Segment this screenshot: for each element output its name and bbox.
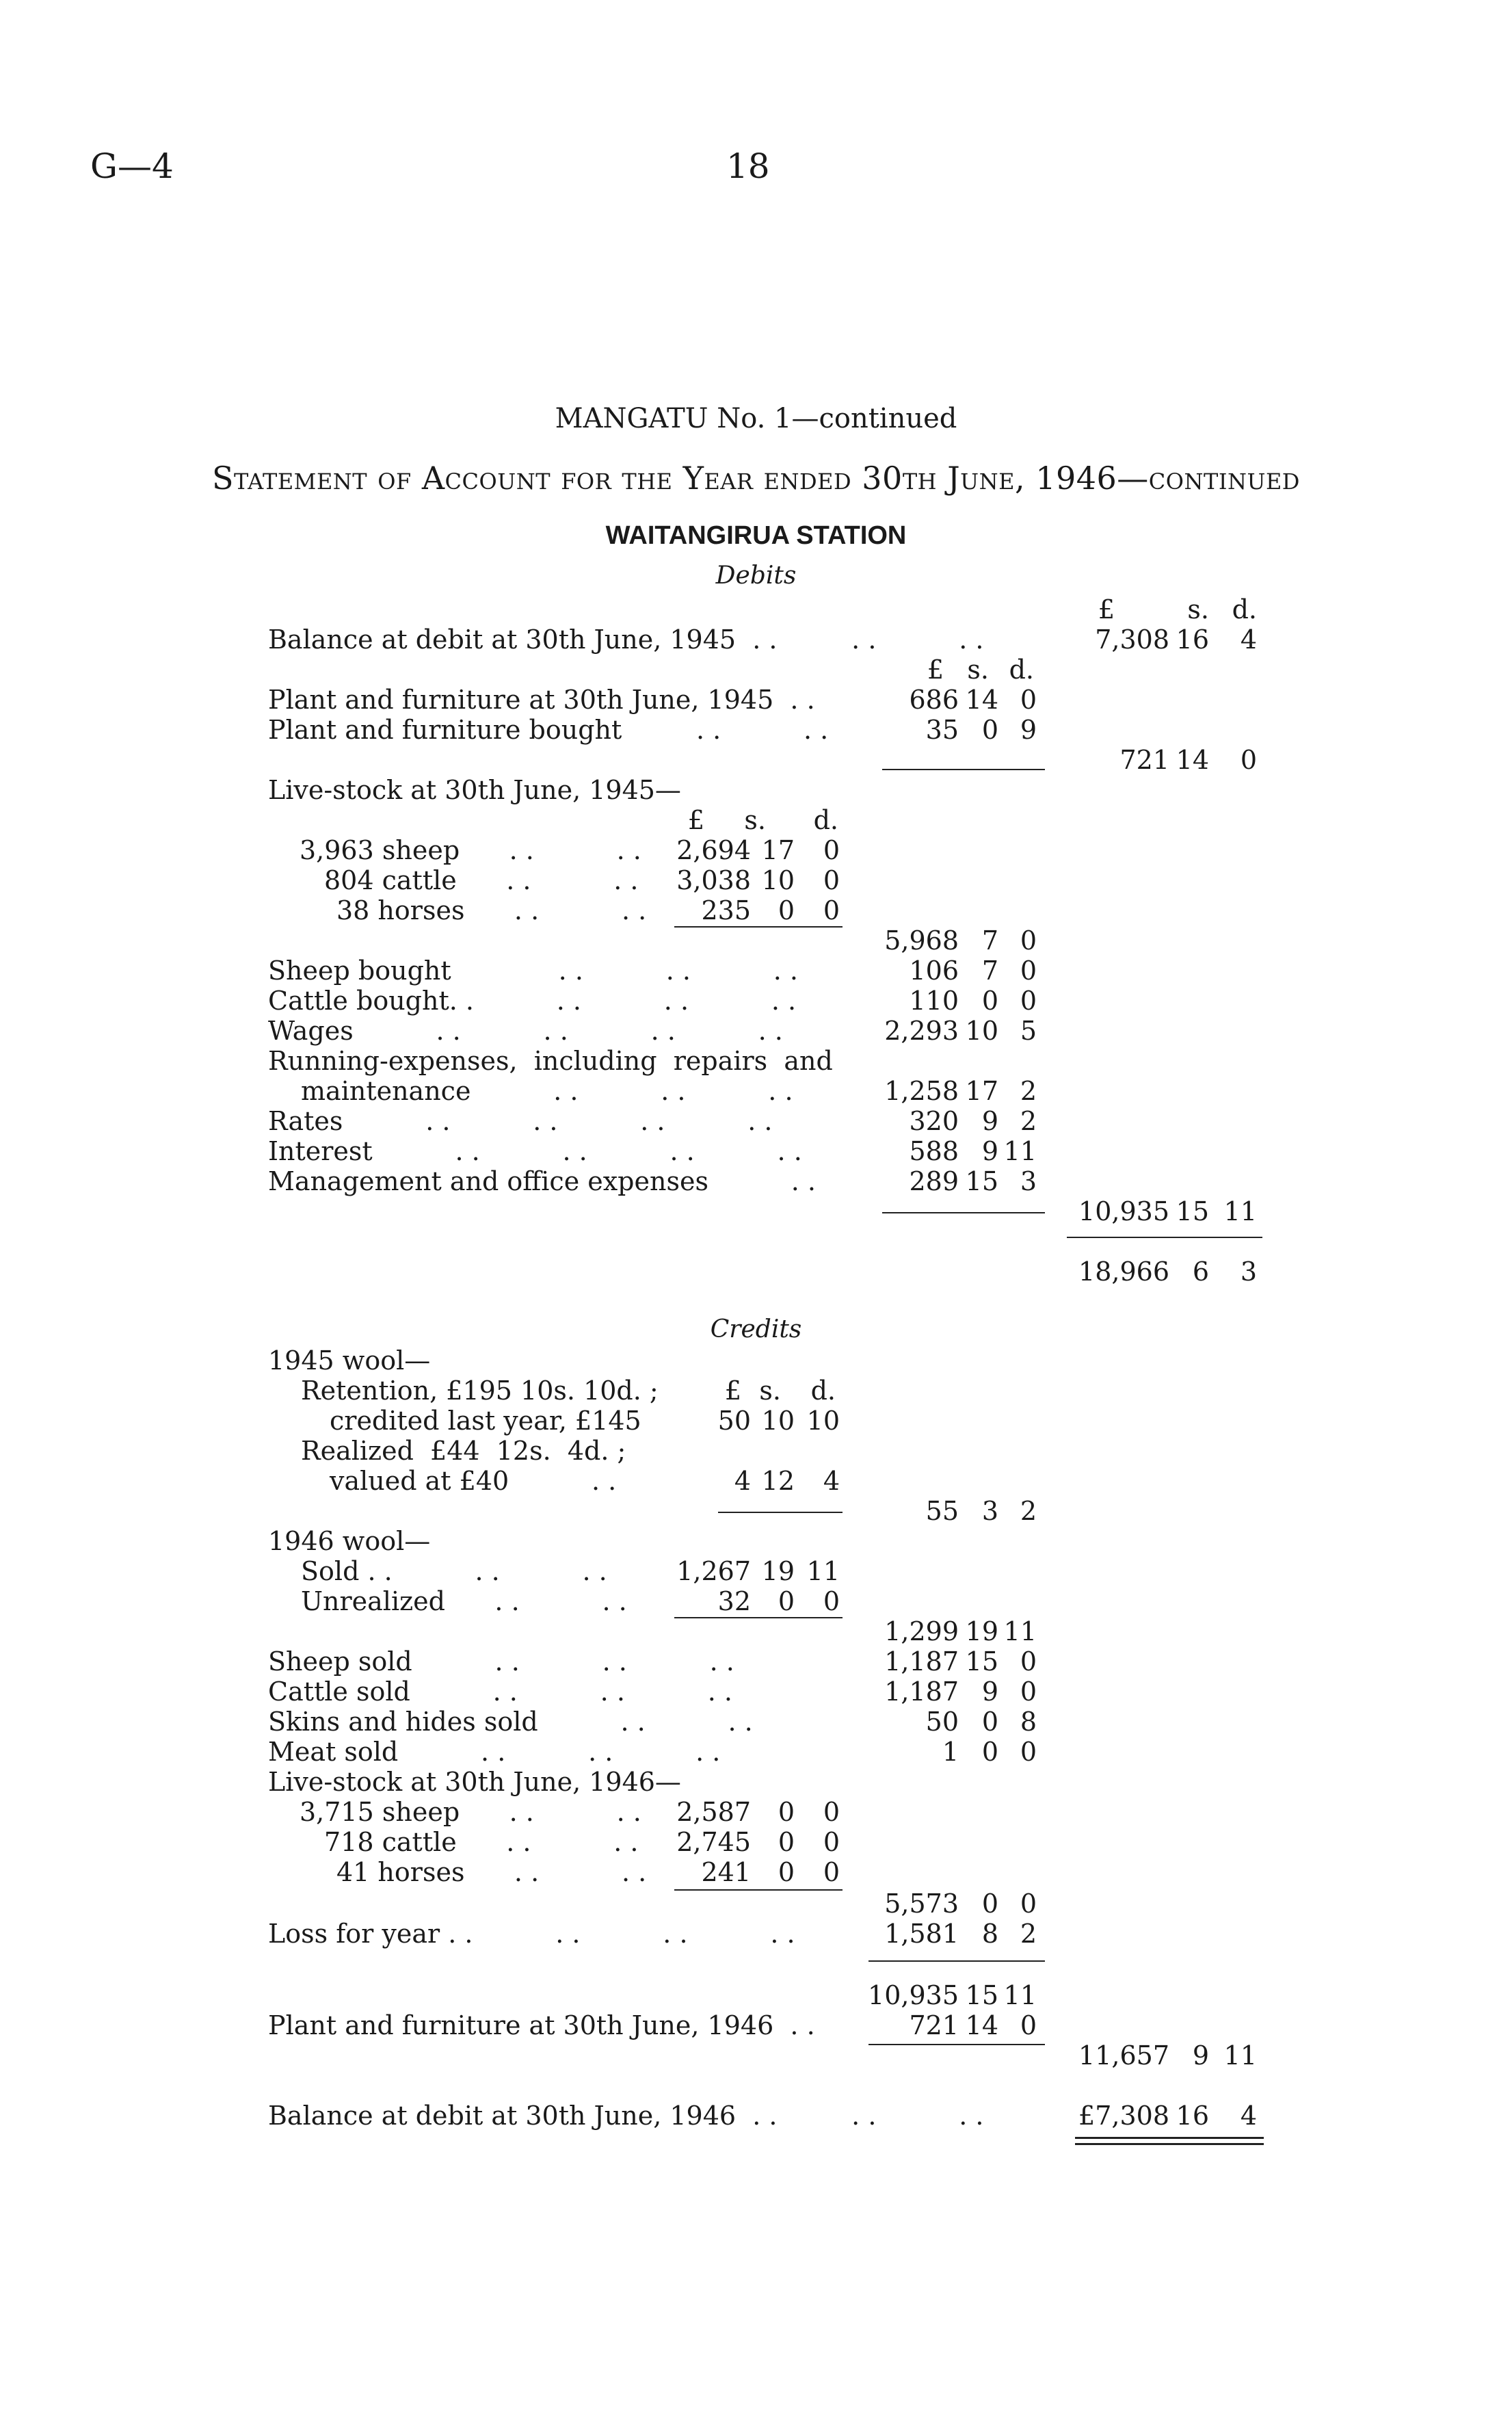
retention-pounds: 50 (717, 1406, 751, 1436)
page-number: 18 (726, 146, 770, 186)
col-a-shilling-header: s. (744, 805, 766, 835)
wool-1946-sold-pence: 11 (806, 1556, 840, 1586)
balance-1946-label: Balance at debit at 30th June, 1946 . . . . . . (268, 2101, 984, 2131)
livestock-1945-sheep-label: 3,963 sheep . . . . (300, 835, 641, 865)
col-c-pound-header: £ (1098, 594, 1115, 625)
meat-sold-shillings: 0 (981, 1737, 998, 1767)
debits-grand-total-shillings: 6 (1192, 1257, 1209, 1287)
balance-1945-label: Balance at debit at 30th June, 1945 . . . . . . (268, 625, 984, 655)
rule-debits-total (1067, 1237, 1262, 1238)
wool-1946-sold-shillings: 19 (761, 1556, 795, 1586)
balance-1946-shillings: 16 (1176, 2101, 1209, 2131)
plant-total-shillings: 14 (1176, 745, 1209, 775)
rule-credits-total (868, 2044, 1045, 2045)
rule-plant (882, 769, 1045, 770)
maintenance-label: maintenance . . . . . . (301, 1076, 793, 1106)
col-c-pence-header: d. (1232, 594, 1257, 625)
credits-total-pence: 11 (1223, 2040, 1257, 2071)
balance-1946-pence: 4 (1240, 2101, 1257, 2131)
sheep-sold-shillings: 15 (965, 1646, 998, 1677)
wool-1945-total-pence: 2 (1020, 1496, 1037, 1526)
balance-1945-pounds: 7,308 (1095, 625, 1169, 655)
loss-for-year-label: Loss for year . . . . . . . . (268, 1919, 795, 1949)
sheep-bought-pence: 0 (1020, 956, 1037, 986)
livestock-1945-cattle-shillings: 10 (761, 865, 795, 895)
plant-bought-label: Plant and furniture bought . . . . (268, 715, 829, 745)
cattle-bought-label: Cattle bought. . . . . . . . (268, 986, 797, 1016)
debits-grand-total-pounds: 18,966 (1078, 1257, 1169, 1287)
plant-1946-label: Plant and furniture at 30th June, 1946 . . (268, 2010, 815, 2040)
col-credit-pence-header: d. (810, 1376, 836, 1406)
credits-subtotal-pence: 11 (1003, 1980, 1037, 2010)
livestock-1945-total-shillings: 7 (981, 925, 998, 956)
retention-label-2: credited last year, £145 (330, 1406, 641, 1436)
credits-subtotal-shillings: 15 (965, 1980, 998, 2010)
livestock-1946-sheep-shillings: 0 (778, 1797, 795, 1827)
expenses-total-pounds: 10,935 (1078, 1196, 1169, 1226)
interest-pence: 11 (1003, 1136, 1037, 1166)
balance-1945-shillings: 16 (1176, 625, 1209, 655)
credits-heading: Credits (710, 1315, 802, 1343)
sheep-bought-pounds: 106 (909, 956, 959, 986)
livestock-1946-sheep-pence: 0 (823, 1797, 840, 1827)
col-c-shilling-header: s. (1187, 594, 1209, 625)
loss-for-year-pence: 2 (1020, 1919, 1037, 1949)
wool-1945-heading: 1945 wool— (268, 1345, 431, 1376)
plant-1945-shillings: 14 (965, 685, 998, 715)
cattle-bought-shillings: 0 (981, 986, 998, 1016)
livestock-1945-sheep-shillings: 17 (761, 835, 795, 865)
livestock-1946-horses-shillings: 0 (778, 1857, 795, 1887)
realized-shillings: 12 (761, 1466, 795, 1496)
realized-label-2: valued at £40 . . (330, 1466, 617, 1496)
livestock-1946-heading: Live-stock at 30th June, 1946— (268, 1767, 681, 1797)
skins-hides-pounds: 50 (925, 1707, 959, 1737)
management-shillings: 15 (965, 1166, 998, 1196)
livestock-1945-horses-shillings: 0 (778, 895, 795, 925)
rates-shillings: 9 (981, 1106, 998, 1136)
retention-pence: 10 (806, 1406, 840, 1436)
livestock-1946-cattle-shillings: 0 (778, 1827, 795, 1857)
livestock-1945-cattle-pence: 0 (823, 865, 840, 895)
rule-expenses (882, 1212, 1045, 1213)
interest-pounds: 588 (909, 1136, 959, 1166)
sheep-sold-pounds: 1,187 (884, 1646, 959, 1677)
livestock-1946-sheep-label: 3,715 sheep . . . . (300, 1797, 641, 1827)
col-a-pound-header: £ (687, 805, 704, 835)
wool-1946-sold-label: Sold . . . . . . (301, 1556, 607, 1586)
livestock-1945-horses-label: 38 horses . . . . (336, 895, 647, 925)
realized-pence: 4 (823, 1466, 840, 1496)
interest-shillings: 9 (981, 1136, 998, 1166)
balance-1946-pounds: £7,308 (1078, 2101, 1169, 2131)
credits-total-pounds: 11,657 (1078, 2040, 1169, 2071)
col-b-shilling-header: s. (967, 655, 989, 685)
cattle-bought-pence: 0 (1020, 986, 1037, 1016)
wool-1946-unrealized-pence: 0 (823, 1586, 840, 1616)
livestock-1945-heading: Live-stock at 30th June, 1945— (268, 775, 681, 805)
cattle-sold-shillings: 9 (981, 1677, 998, 1707)
livestock-1945-horses-pounds: 235 (701, 895, 751, 925)
rule-wool-1945 (718, 1512, 843, 1513)
rates-pence: 2 (1020, 1106, 1037, 1136)
plant-1945-label: Plant and furniture at 30th June, 1945 . . (268, 685, 815, 715)
balance-1945-pence: 4 (1240, 625, 1257, 655)
title-line-1: MANGATU No. 1—continued (555, 403, 957, 434)
rule-wool-1946 (674, 1617, 843, 1618)
livestock-1945-cattle-label: 804 cattle . . . . (324, 865, 639, 895)
plant-1946-pence: 0 (1020, 2010, 1037, 2040)
plant-1946-shillings: 14 (965, 2010, 998, 2040)
realized-label-1: Realized £44 12s. 4d. ; (301, 1436, 626, 1466)
retention-shillings: 10 (761, 1406, 795, 1436)
col-credit-shilling-header: s. (759, 1376, 781, 1406)
management-pence: 3 (1020, 1166, 1037, 1196)
livestock-1945-total-pounds: 5,968 (884, 925, 959, 956)
skins-hides-pence: 8 (1020, 1707, 1037, 1737)
cattle-sold-label: Cattle sold . . . . . . (268, 1677, 732, 1707)
management-pounds: 289 (909, 1166, 959, 1196)
livestock-1945-sheep-pounds: 2,694 (676, 835, 751, 865)
wool-1946-heading: 1946 wool— (268, 1526, 431, 1556)
rates-pounds: 320 (909, 1106, 959, 1136)
credits-total-shillings: 9 (1192, 2040, 1209, 2071)
col-b-pence-header: d. (1009, 655, 1034, 685)
rule-livestock-1946 (674, 1889, 843, 1891)
wool-1945-total-shillings: 3 (981, 1496, 998, 1526)
wool-1946-unrealized-pounds: 32 (717, 1586, 751, 1616)
col-b-pound-header: £ (927, 655, 944, 685)
sheep-sold-label: Sheep sold . . . . . . (268, 1646, 734, 1677)
livestock-1946-horses-pence: 0 (823, 1857, 840, 1887)
retention-label-1: Retention, £195 10s. 10d. ; (301, 1376, 659, 1406)
sheep-bought-label: Sheep bought . . . . . . (268, 956, 798, 986)
livestock-1946-cattle-pence: 0 (823, 1827, 840, 1857)
livestock-1946-sheep-pounds: 2,587 (676, 1797, 751, 1827)
loss-for-year-shillings: 8 (981, 1919, 998, 1949)
running-expenses-label: Running-expenses, including repairs and (268, 1046, 833, 1076)
plant-total-pounds: 721 (1119, 745, 1169, 775)
running-expenses-pence: 2 (1020, 1076, 1037, 1106)
livestock-1946-total-pounds: 5,573 (884, 1889, 959, 1919)
livestock-1946-horses-label: 41 horses . . . . (336, 1857, 647, 1887)
plant-1945-pence: 0 (1020, 685, 1037, 715)
cattle-bought-pounds: 110 (909, 986, 959, 1016)
debits-heading: Debits (715, 562, 797, 590)
station-name: WAITANGIRUA STATION (605, 521, 907, 550)
wool-1945-total-pounds: 55 (925, 1496, 959, 1526)
plant-total-pence: 0 (1240, 745, 1257, 775)
livestock-1946-cattle-pounds: 2,745 (676, 1827, 751, 1857)
meat-sold-pence: 0 (1020, 1737, 1037, 1767)
wool-1946-total-pounds: 1,299 (884, 1616, 959, 1646)
col-a-pence-header: d. (813, 805, 838, 835)
livestock-1946-horses-pounds: 241 (701, 1857, 751, 1887)
title-line-2: Statement of Account for the Year ended 30th June, 1946—continued (212, 460, 1300, 497)
page-reference: G—4 (90, 146, 174, 186)
debits-grand-total-pence: 3 (1240, 1257, 1257, 1287)
plant-bought-pounds: 35 (925, 715, 959, 745)
livestock-1945-horses-pence: 0 (823, 895, 840, 925)
credits-subtotal-pounds: 10,935 (868, 1980, 959, 2010)
col-credit-pound-header: £ (724, 1376, 741, 1406)
meat-sold-label: Meat sold . . . . . . (268, 1737, 721, 1767)
expenses-total-pence: 11 (1223, 1196, 1257, 1226)
loss-for-year-pounds: 1,581 (884, 1919, 959, 1949)
sheep-sold-pence: 0 (1020, 1646, 1037, 1677)
running-expenses-pounds: 1,258 (884, 1076, 959, 1106)
livestock-1946-total-shillings: 0 (981, 1889, 998, 1919)
wool-1946-total-pence: 11 (1003, 1616, 1037, 1646)
management-label: Management and office expenses . . (268, 1166, 816, 1196)
skins-hides-label: Skins and hides sold . . . . (268, 1707, 753, 1737)
wool-1946-total-shillings: 19 (965, 1616, 998, 1646)
wages-shillings: 10 (965, 1016, 998, 1046)
plant-bought-shillings: 0 (981, 715, 998, 745)
expenses-total-shillings: 15 (1176, 1196, 1209, 1226)
cattle-sold-pence: 0 (1020, 1677, 1037, 1707)
plant-bought-pence: 9 (1020, 715, 1037, 745)
livestock-1946-cattle-label: 718 cattle . . . . (324, 1827, 639, 1857)
running-expenses-shillings: 17 (965, 1076, 998, 1106)
double-rule-final (1075, 2137, 1264, 2145)
interest-label: Interest . . . . . . . . (268, 1136, 802, 1166)
wages-pounds: 2,293 (884, 1016, 959, 1046)
wool-1946-unrealized-label: Unrealized . . . . (301, 1586, 627, 1616)
sheep-bought-shillings: 7 (981, 956, 998, 986)
realized-pounds: 4 (734, 1466, 751, 1496)
wool-1946-unrealized-shillings: 0 (778, 1586, 795, 1616)
wages-pence: 5 (1020, 1016, 1037, 1046)
cattle-sold-pounds: 1,187 (884, 1677, 959, 1707)
livestock-1945-sheep-pence: 0 (823, 835, 840, 865)
livestock-1945-total-pence: 0 (1020, 925, 1037, 956)
rule-livestock-1945 (674, 926, 843, 928)
rule-credits-subtotal (868, 1960, 1045, 1962)
meat-sold-pounds: 1 (942, 1737, 959, 1767)
plant-1945-pounds: 686 (909, 685, 959, 715)
livestock-1945-cattle-pounds: 3,038 (676, 865, 751, 895)
wages-label: Wages . . . . . . . . (268, 1016, 783, 1046)
skins-hides-shillings: 0 (981, 1707, 998, 1737)
rates-label: Rates . . . . . . . . (268, 1106, 773, 1136)
plant-1946-pounds: 721 (909, 2010, 959, 2040)
wool-1946-sold-pounds: 1,267 (676, 1556, 751, 1586)
livestock-1946-total-pence: 0 (1020, 1889, 1037, 1919)
